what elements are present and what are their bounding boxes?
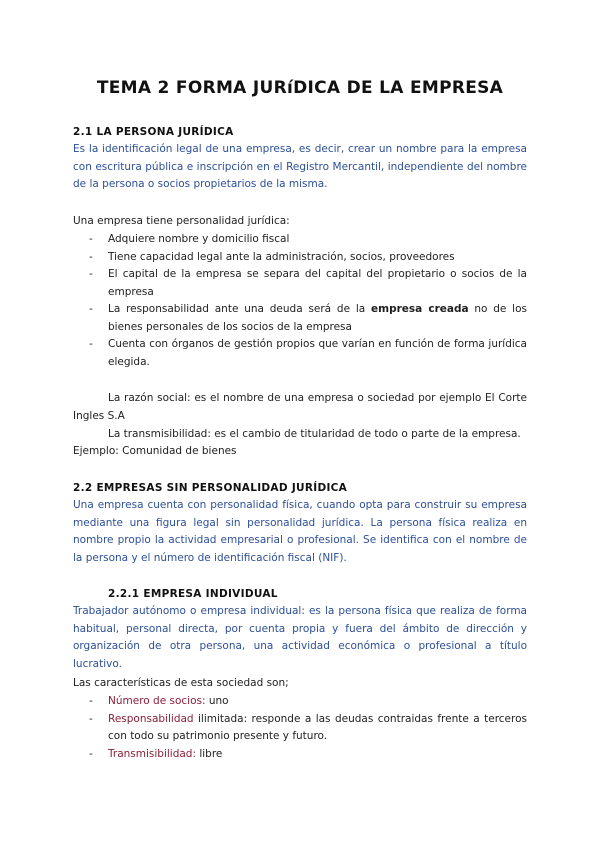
bold-empresa-creada: empresa creada bbox=[371, 303, 469, 315]
list-item: - El capital de la empresa se separa del capital del propietario o socios de la empresa bbox=[73, 266, 527, 301]
razon-social-paragraph: La razón social: es el nombre de una empresa o sociedad por ejemplo El Corte Ingles S.A bbox=[73, 392, 527, 422]
trait-label-socios: Número de socios: bbox=[108, 695, 206, 707]
trait-label-responsabilidad: Responsabilidad bbox=[108, 712, 194, 725]
list-item-text: La responsabilidad ante una deuda será de la bbox=[108, 303, 372, 315]
list-item: - Tiene capacidad legal ante la administración, socios, proveedores bbox=[73, 249, 527, 267]
list-item bbox=[73, 301, 527, 336]
definition-persona-juridica: Es la identificación legal de una empresa, es decir, crear un nombre para la empresa con escritura pública e inscripción en el Registro Mercantil, independiente del nombre de la persona o socios propietarios de la misma. bbox=[73, 143, 527, 190]
list-item bbox=[73, 693, 527, 711]
trait-value: ilimitada: responde a las deudas contraidas frente a terceros con todo su patrimonio presente y futuro. bbox=[108, 712, 527, 742]
transmisibilidad-paragraph: La transmisibilidad: es el cambio de titularidad de todo o parte de la empresa. bbox=[108, 428, 521, 440]
section-heading-persona-juridica: 2.1 LA PERSONA JURÍDICA bbox=[73, 126, 234, 138]
list-item: - Cuenta con órganos de gestión propios que varían en función de forma jurídica elegida. bbox=[73, 336, 527, 371]
definition-empresa-individual: Trabajador autónomo o empresa individual: es la persona física que realiza de forma habitual, personal directa, por cuenta propia y fuera del ámbito de dirección y organización de otra persona, una actividad económica o profesional a título lucrativo. bbox=[73, 605, 527, 670]
list-item-text: no de los bienes personales de los socios de la empresa bbox=[108, 303, 527, 333]
section-heading-sin-personalidad: 2.2 EMPRESAS SIN PERSONALIDAD JURÍDICA bbox=[73, 482, 348, 494]
list-item: - Adquiere nombre y domicilio fiscal bbox=[73, 231, 527, 249]
ejemplo-paragraph: Ejemplo: Comunidad de bienes bbox=[73, 445, 237, 457]
list-caracteristicas bbox=[73, 693, 527, 763]
trait-value: libre bbox=[196, 747, 223, 760]
list-item bbox=[73, 711, 527, 746]
section-heading-empresa-individual: 2.2.1 EMPRESA INDIVIDUAL bbox=[108, 588, 278, 600]
definition-sin-personalidad: Una empresa cuenta con personalidad física, cuando opta para construir su empresa mediante una figura legal sin personalidad jurídica. La persona física realiza en nombre propio la actividad empresarial o profesional. Se identifica con el nombre de la persona y el número de identificación fiscal (NIF). bbox=[73, 499, 527, 564]
intro-caracteristicas: Las características de esta sociedad son; bbox=[73, 677, 289, 689]
intro-personalidad-juridica: Una empresa tiene personalidad jurídica: bbox=[73, 215, 290, 227]
list-item bbox=[73, 746, 527, 764]
list-personalidad-juridica bbox=[73, 231, 527, 371]
trait-value: uno bbox=[205, 695, 229, 707]
trait-label-transmisibilidad: Transmisibilidad: bbox=[108, 747, 196, 760]
document-title: TEMA 2 FORMA JURíDICA DE LA EMPRESA bbox=[96, 78, 504, 98]
